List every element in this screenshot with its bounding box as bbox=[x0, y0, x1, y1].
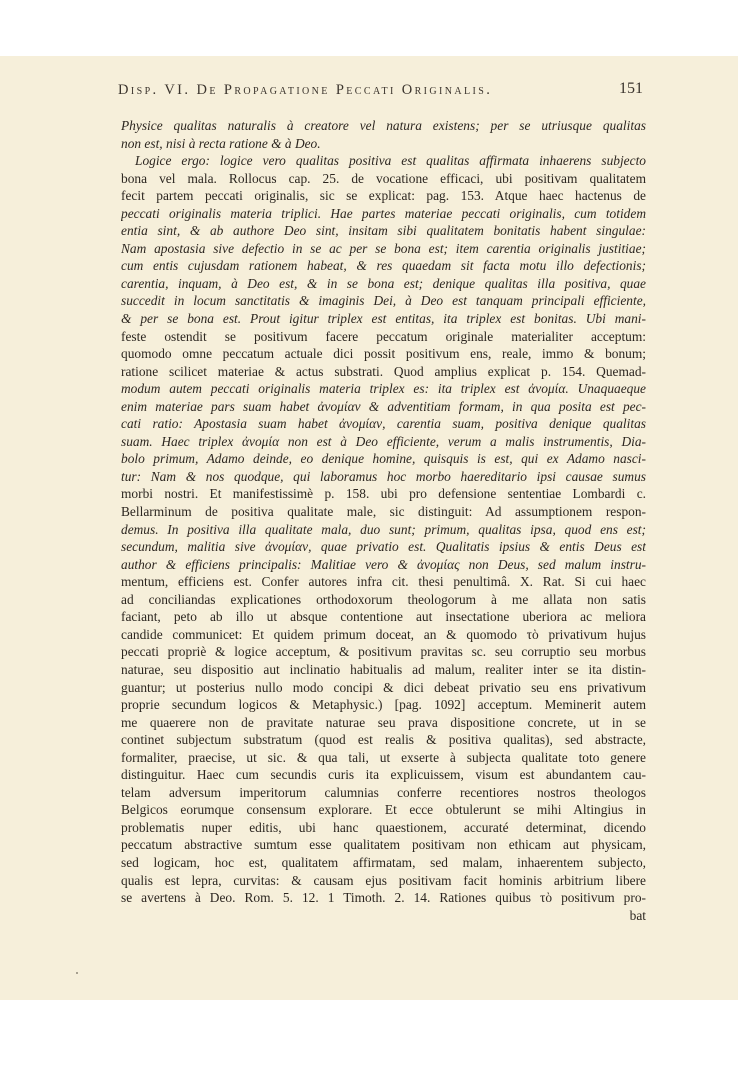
text-line: naturae, seu dispositio aut inclinatio habitualis ad malum, realiter inter se ita distin- bbox=[121, 661, 646, 677]
text-line: bolo primum, Adamo deinde, eo denique homine, quisquis is est, qui ex Adamo nasci- bbox=[121, 451, 646, 467]
text-line: proprie secundum logicos & Metaphysic.) [pag. 1092] acceptum. Meminerit autem bbox=[121, 697, 646, 713]
text-line: feste ostendit se positivum facere peccatum originale materialiter acceptum: bbox=[121, 328, 646, 344]
text-line: Nam apostasia sive defectio in se ac per se bona est; item carentia originalis justitiae; bbox=[121, 240, 646, 256]
page-number: 151 bbox=[619, 80, 643, 97]
text-line: quomodo omne peccatum actuale dici possit positivum ens, reale, immo & bonum; bbox=[121, 346, 646, 362]
text-line: demus. In positiva illa qualitate mala, duo sunt; primum, qualitas ipsa, quod ens est; bbox=[121, 521, 646, 537]
text-line: bona vel mala. Rollocus cap. 25. de vocatione efficaci, ubi positivam qualitatem bbox=[121, 170, 646, 186]
text-line: problematis nuper editis, ubi hanc quaestionem, accuraté determinat, dicendo bbox=[121, 819, 646, 835]
text-line: peccati originalis materia triplici. Hae partes materiae peccati originalis, cum totidem bbox=[121, 205, 646, 221]
body-text bbox=[121, 117, 646, 924]
text-line: peccatum abstractive sumtum esse qualitatem positivam non ethicam aut physicam, bbox=[121, 837, 646, 853]
text-line: Logice ergo: logice vero qualitas positiva est qualitas affirmata inhaerens subjecto bbox=[135, 153, 646, 169]
text-line: Bellarminum de positiva qualitate male, sic distinguit: Ad assumptionem respon- bbox=[121, 504, 646, 520]
text-line: carentia, inquam, à Deo est, & in se bona est; denique qualitas illa positiva, quae bbox=[121, 275, 646, 291]
paper-speck bbox=[76, 972, 78, 974]
text-line: ad conciliandas explicationes orthodoxorum theologorum à me allata non satis bbox=[121, 591, 646, 607]
text-line: modum autem peccati originalis materia triplex es: ita triplex est ἀνομία. Unaquaeque bbox=[121, 381, 646, 397]
text-line: enim materiae pars suam habet ἀνομίαν & adventitiam formam, in qua posita est pec- bbox=[121, 398, 646, 414]
text-line: entia sint, & ab authore Deo sint, insitam sibi qualitatem bonitatis habent singulae: bbox=[121, 223, 646, 239]
text-line: secundum, malitia sive ἀνομίαν, quae privatio est. Qualitatis ipsius & entis Deus est bbox=[121, 539, 646, 555]
text-line: Physice qualitas naturalis à creatore vel natura existens; per se utriusque qualitas bbox=[121, 118, 646, 133]
text-line: bat bbox=[629, 907, 646, 923]
text-line: guantur; ut posterius nullo modo concipi & dici debeat privatio seu ens privativum bbox=[121, 679, 646, 695]
text-line: continet subjectum substratum (quod est realis & positiva qualitas), sed abstracte, bbox=[121, 732, 646, 748]
text-line: non est, nisi à recta ratione & à Deo. bbox=[121, 135, 321, 151]
text-line: sed logicam, hoc est, qualitatem affirmatam, sed malam, inhaerentem subjecto, bbox=[121, 854, 646, 870]
text-line: morbi nostri. Et manifestissimè p. 158. ubi pro defensione sententiae Lombardi c. bbox=[121, 486, 646, 502]
text-line: ratione scilicet materiae & actus substrati. Quod amplius explicat p. 154. Quemad- bbox=[121, 363, 646, 379]
text-line: formaliter, praecise, ut sic. & qua tali, ut exserte à subjecta qualitate toto genere bbox=[121, 749, 646, 765]
text-line: se avertens à Deo. Rom. 5. 12. 1 Timoth. 2. 14. Rationes quibus τὸ positivum pro- bbox=[121, 890, 646, 906]
text-line: tur: Nam & nos quodque, qui laboramus hoc morbo haereditario ipsi causae sumus bbox=[121, 468, 646, 484]
text-line: me quaerere non de pravitate naturae seu prava dispositione concrete, ut in se bbox=[121, 714, 646, 730]
text-line: telam adversum imperitorum calumnias conferre recentiores nostros theologos bbox=[121, 784, 646, 800]
text-line: Belgicos eorumque consensum explorare. Et ecce obtulerunt se mihi Altingius in bbox=[121, 802, 646, 818]
text-line: suam. Haec triplex ἀνομία non est à Deo efficiente, verum a malis instrumentis, Dia- bbox=[121, 433, 646, 449]
text-line: fecit partem peccati originalis, sic se explicat: pag. 153. Atque haec hactenus de bbox=[121, 188, 646, 204]
text-line: peccati propriè & logice acceptum, & positivum pravitas sc. seu corruptio seu morbus bbox=[121, 644, 646, 660]
text-line: cum entis cujusdam rationem habeat, & res quaedam sit facta motu illo defectionis; bbox=[121, 258, 646, 274]
running-title: Disp. VI. De Propagatione Peccati Originalis. bbox=[118, 82, 493, 98]
text-line: author & efficiens principalis: Malitiae vero & ἀνομίας non Deus, sed malum instru- bbox=[121, 556, 646, 572]
text-line: candide communicet: Et quidem primum doceat, an & quomodo τὸ privativum hujus bbox=[121, 626, 646, 642]
running-header bbox=[0, 80, 738, 104]
text-line: faciant, peto ab illo ut absque contentione aut insectatione uberiora ac meliora bbox=[121, 609, 646, 625]
text-line: & per se bona est. Prout igitur triplex est entitas, ita triplex est bonitas. Ubi mani- bbox=[121, 311, 646, 327]
text-line: succedit in locum sanctitatis & imaginis Dei, à Deo est tanquam principali efficiente, bbox=[121, 293, 646, 309]
text-line: qualis est lepra, curvitas: & causam ejus positivam facit hominis arbitrium libere bbox=[121, 872, 646, 888]
text-line: distinguitur. Haec cum secundis curis ita explicuissem, visum est abundantem cau- bbox=[121, 767, 646, 783]
text-line: cati ratio: Apostasia suam habet ἀνομίαν, carentia suam, positiva denique qualitas bbox=[121, 416, 646, 432]
text-line: mentum, efficiens est. Confer autores infra cit. thesi penultimâ. X. Rat. Si cui haec bbox=[121, 574, 646, 590]
